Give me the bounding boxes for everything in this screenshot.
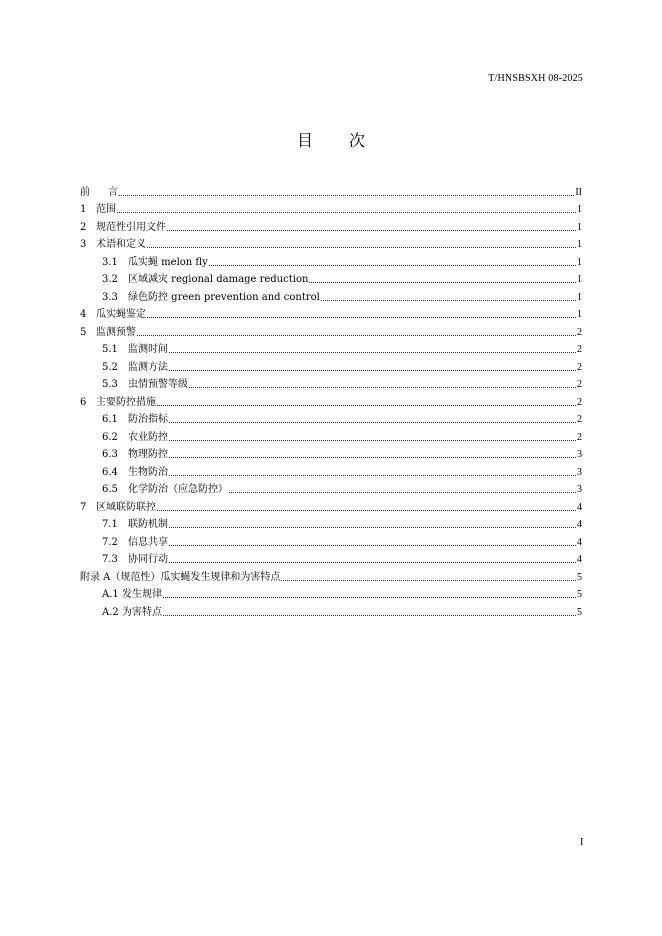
toc-entry[interactable] (80, 216, 582, 234)
toc-entry[interactable] (80, 304, 582, 322)
dot-leader (157, 509, 576, 511)
toc-entry[interactable] (80, 356, 582, 374)
toc-entry-page: 4 (577, 536, 582, 548)
toc-entry-label: 虫情预警等级 (128, 379, 188, 390)
dot-leader (189, 386, 576, 388)
toc-entry-number: 5 (80, 326, 87, 338)
toc-entry-number: 6.5 (102, 484, 118, 495)
toc-entry-page: 1 (577, 309, 582, 320)
toc-entry-page: 4 (577, 554, 582, 565)
toc-entry[interactable] (80, 234, 582, 252)
toc-entry[interactable] (80, 531, 582, 549)
toc-entry[interactable] (80, 339, 582, 357)
toc-entry-page: 5 (577, 571, 582, 583)
dot-leader (169, 351, 576, 353)
toc-entry-label: 规范性引用文件 (96, 221, 166, 233)
toc-entry-page: II (575, 186, 582, 198)
dot-leader (229, 491, 576, 493)
toc-entry-page: 5 (577, 589, 582, 600)
toc-entry-label: 区域减灾 regional damage reduction (128, 274, 309, 285)
toc-entry[interactable] (80, 479, 582, 497)
toc-entry[interactable] (80, 409, 582, 427)
toc-entry-number: 1 (80, 204, 87, 215)
toc-entry-label: A.2 为害特点 (102, 606, 162, 618)
toc-entry-number: 3.1 (102, 256, 118, 268)
toc-entry[interactable] (80, 286, 582, 304)
toc-entry-label: 主要防控措施 (96, 396, 156, 408)
toc-entry-label: A.1 发生规律 (102, 589, 162, 600)
toc-entry-page: 3 (577, 449, 582, 460)
dot-leader (309, 281, 576, 283)
toc-entry[interactable] (80, 374, 582, 392)
toc-entry-page: 3 (577, 484, 582, 495)
toc-entry[interactable] (80, 549, 582, 567)
dot-leader (167, 229, 576, 231)
dot-leader (137, 334, 576, 336)
dot-leader (147, 246, 576, 248)
toc-entry-label: 范围 (96, 204, 116, 215)
toc-entry-number: 6.4 (102, 466, 118, 478)
toc-entry-number: 前 (80, 186, 90, 198)
toc-entry[interactable] (80, 601, 582, 619)
dot-leader (117, 211, 576, 213)
toc-entry-page: 1 (577, 221, 582, 233)
toc-entry-page: 2 (577, 326, 582, 338)
dot-leader (169, 421, 576, 423)
dot-leader (169, 474, 576, 476)
toc-entry-page: 2 (577, 431, 582, 443)
toc-entry-number: 6.3 (102, 449, 118, 460)
toc-entry-page: 2 (577, 344, 582, 355)
toc-entry-number: 3.3 (102, 291, 118, 303)
toc-entry-number: 2 (80, 221, 87, 233)
toc-entry-page: 4 (577, 519, 582, 530)
title-char-2: 次 (349, 131, 366, 150)
dot-leader (169, 439, 576, 441)
dot-leader (281, 579, 576, 581)
toc-entry-page: 2 (577, 379, 582, 390)
toc-entry-page: 1 (577, 274, 582, 285)
toc-entry-number: 5.2 (102, 361, 118, 373)
toc-entry[interactable] (80, 181, 582, 199)
toc-entry-number: 6.2 (102, 431, 118, 443)
toc-entry-number: 7 (80, 501, 87, 513)
toc-entry-label: 术语和定义 (96, 239, 146, 250)
toc-entry-page: 2 (577, 396, 582, 408)
document-code: T/HNSBSXH 08-2025 (488, 73, 583, 84)
toc-entry[interactable] (80, 199, 582, 217)
toc-entry-label: 物理防控 (128, 449, 168, 460)
toc-entry[interactable] (80, 444, 582, 462)
table-of-contents (80, 181, 582, 619)
toc-entry-page: 4 (577, 501, 582, 513)
toc-entry-label: 绿色防控 green prevention and control (128, 291, 320, 303)
dot-leader (163, 614, 576, 616)
dot-leader (157, 404, 576, 406)
toc-entry-page: 1 (577, 239, 582, 250)
dot-leader (163, 596, 576, 598)
toc-entry-page: 2 (577, 414, 582, 425)
toc-entry[interactable] (80, 514, 582, 532)
toc-entry-label: 信息共享 (128, 536, 168, 548)
dot-leader (321, 299, 576, 301)
toc-entry-label: 协同行动 (128, 554, 168, 565)
dot-leader (119, 194, 574, 196)
toc-entry[interactable] (80, 391, 582, 409)
dot-leader (169, 456, 576, 458)
toc-entry-number: 5.1 (102, 344, 118, 355)
toc-entry-label: 监测方法 (128, 361, 168, 373)
toc-entry-label: 瓜实蝇 melon fly (128, 256, 208, 268)
toc-entry-page: 1 (577, 256, 582, 268)
toc-entry-number: 3 (80, 239, 87, 250)
toc-entry-page: 2 (577, 361, 582, 373)
toc-entry[interactable] (80, 566, 582, 584)
dot-leader (169, 561, 576, 563)
toc-entry[interactable] (80, 584, 582, 602)
toc-entry-page: 1 (577, 204, 582, 215)
toc-entry-page: 5 (577, 606, 582, 618)
toc-entry-label: 化学防治（应急防控） (128, 484, 228, 495)
toc-entry-number: 4 (80, 309, 87, 320)
toc-entry-label: 言 (108, 186, 118, 198)
toc-entry-number: 7.2 (102, 536, 118, 548)
title-char-1: 目 (296, 131, 313, 150)
toc-entry[interactable] (80, 426, 582, 444)
toc-entry[interactable] (80, 461, 582, 479)
toc-entry-number: 6.1 (102, 414, 118, 425)
toc-entry-number: 3.2 (102, 274, 118, 285)
dot-leader (147, 316, 576, 318)
toc-entry-number: 7.1 (102, 519, 118, 530)
page-title (0, 128, 662, 151)
toc-entry-label: 瓜实蝇鉴定 (96, 309, 146, 320)
toc-entry-label: 联防机制 (128, 519, 168, 530)
dot-leader (169, 544, 576, 546)
dot-leader (169, 369, 576, 371)
toc-entry-label: 农业防控 (128, 431, 168, 443)
toc-entry-label: 监测时间 (128, 344, 168, 355)
toc-entry-page: 3 (577, 466, 582, 478)
toc-entry-number: 5.3 (102, 379, 118, 390)
toc-entry-label: 监测预警 (96, 326, 136, 338)
page-number: I (580, 837, 584, 848)
toc-entry-number: 6 (80, 396, 87, 408)
toc-entry[interactable] (80, 269, 582, 287)
toc-entry-label: 生物防治 (128, 466, 168, 478)
toc-entry-label: 防治指标 (128, 414, 168, 425)
toc-entry-page: 1 (577, 291, 582, 303)
dot-leader (169, 526, 576, 528)
toc-entry[interactable] (80, 496, 582, 514)
toc-entry[interactable] (80, 251, 582, 269)
toc-entry-label: 附录 A（规范性）瓜实蝇发生规律和为害特点 (80, 571, 281, 583)
toc-entry-number: 7.3 (102, 554, 118, 565)
dot-leader (209, 264, 576, 266)
toc-entry-label: 区域联防联控 (96, 501, 156, 513)
toc-entry[interactable] (80, 321, 582, 339)
